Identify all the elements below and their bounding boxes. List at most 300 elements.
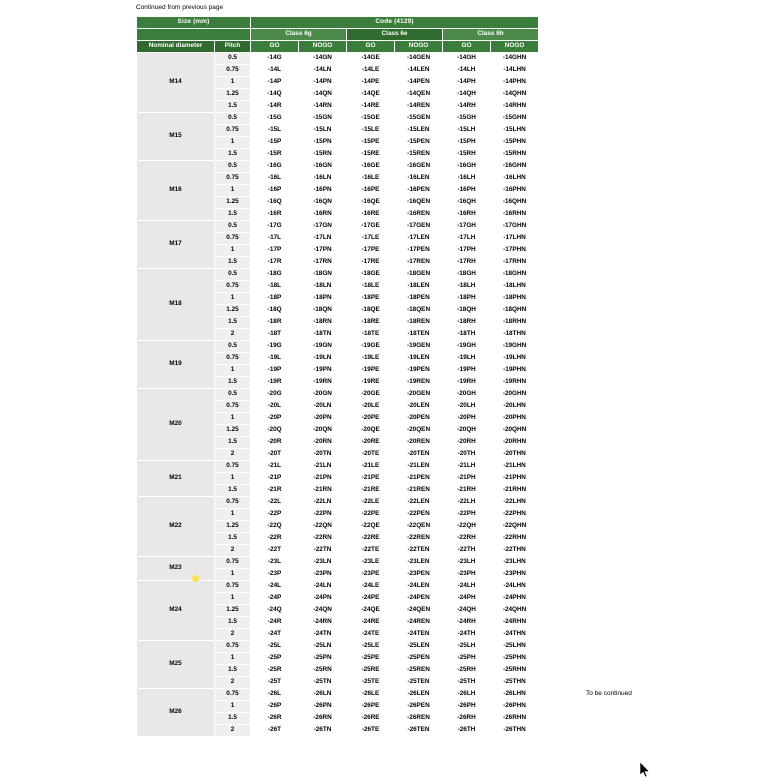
code-cell: -19PEN <box>395 365 443 377</box>
code-cell: -18GEN <box>395 269 443 281</box>
code-cell: -25RHN <box>491 665 539 677</box>
code-cell: -17RE <box>347 257 395 269</box>
code-cell: -18QN <box>299 305 347 317</box>
code-cell: -25PHN <box>491 653 539 665</box>
nominal-diameter-cell: M26 <box>137 689 215 737</box>
code-cell: -23LEN <box>395 557 443 569</box>
code-cell: -24LH <box>443 581 491 593</box>
code-cell: -18T <box>251 329 299 341</box>
code-cell: -16QEN <box>395 197 443 209</box>
code-cell: -16QN <box>299 197 347 209</box>
to-be-continued-note: To be continued <box>586 690 632 697</box>
code-cell: -24RH <box>443 617 491 629</box>
code-cell: -14LHN <box>491 65 539 77</box>
code-cell: -25R <box>251 665 299 677</box>
table-row <box>137 689 539 701</box>
code-cell: -24TH <box>443 629 491 641</box>
code-cell: -26TE <box>347 725 395 737</box>
highlight-marker-dot <box>192 575 199 582</box>
header-class-6g: Class 6g <box>251 29 347 41</box>
code-cell: -18R <box>251 317 299 329</box>
pitch-cell: 0.75 <box>215 461 251 473</box>
code-cell: -16GN <box>299 161 347 173</box>
code-cell: -20L <box>251 401 299 413</box>
header-pitch: Pitch <box>215 41 251 53</box>
pitch-cell: 0.75 <box>215 233 251 245</box>
code-cell: -16RN <box>299 209 347 221</box>
code-cell: -19GHN <box>491 341 539 353</box>
code-cell: -14QHN <box>491 89 539 101</box>
code-cell: -21RHN <box>491 485 539 497</box>
nominal-diameter-cell: M22 <box>137 497 215 557</box>
code-cell: -26REN <box>395 713 443 725</box>
code-cell: -14QEN <box>395 89 443 101</box>
code-cell: -20PN <box>299 413 347 425</box>
code-cell: -17PE <box>347 245 395 257</box>
header-6h-go: GO <box>443 41 491 53</box>
code-cell: -20P <box>251 413 299 425</box>
code-cell: -24RE <box>347 617 395 629</box>
code-cell: -17LH <box>443 233 491 245</box>
code-cell: -20GE <box>347 389 395 401</box>
code-cell: -15LEN <box>395 125 443 137</box>
pitch-cell: 1 <box>215 185 251 197</box>
code-cell: -18G <box>251 269 299 281</box>
code-cell: -19LE <box>347 353 395 365</box>
code-cell: -19GE <box>347 341 395 353</box>
code-cell: -22LEN <box>395 497 443 509</box>
code-cell: -19REN <box>395 377 443 389</box>
code-cell: -14P <box>251 77 299 89</box>
code-cell: -22PEN <box>395 509 443 521</box>
header-size-group: Size (mm) <box>137 17 251 29</box>
code-cell: -14R <box>251 101 299 113</box>
code-cell: -17RH <box>443 257 491 269</box>
code-cell: -20THN <box>491 449 539 461</box>
code-cell: -16PN <box>299 185 347 197</box>
code-cell: -18GN <box>299 269 347 281</box>
code-cell: -19P <box>251 365 299 377</box>
code-cell: -19LN <box>299 353 347 365</box>
code-cell: -14G <box>251 53 299 65</box>
code-cell: -22L <box>251 497 299 509</box>
pitch-cell: 1 <box>215 137 251 149</box>
pitch-cell: 1 <box>215 473 251 485</box>
code-cell: -22TEN <box>395 545 443 557</box>
code-cell: -16GE <box>347 161 395 173</box>
code-cell: -14RH <box>443 101 491 113</box>
code-cell: -21PN <box>299 473 347 485</box>
code-cell: -16GEN <box>395 161 443 173</box>
code-cell: -21LN <box>299 461 347 473</box>
pitch-cell: 1.25 <box>215 89 251 101</box>
code-cell: -14PE <box>347 77 395 89</box>
header-code-group: Code (4129) <box>251 17 539 29</box>
code-cell: -18GH <box>443 269 491 281</box>
pitch-cell: 2 <box>215 545 251 557</box>
code-cell: -22PHN <box>491 509 539 521</box>
code-cell: -17P <box>251 245 299 257</box>
code-cell: -26THN <box>491 725 539 737</box>
code-cell: -23PH <box>443 569 491 581</box>
code-cell: -15RH <box>443 149 491 161</box>
code-cell: -15PN <box>299 137 347 149</box>
code-cell: -26R <box>251 713 299 725</box>
code-cell: -18PHN <box>491 293 539 305</box>
code-cell: -15LH <box>443 125 491 137</box>
code-cell: -18P <box>251 293 299 305</box>
pitch-cell: 1.5 <box>215 533 251 545</box>
code-cell: -20REN <box>395 437 443 449</box>
pitch-cell: 1 <box>215 413 251 425</box>
pitch-cell: 0.75 <box>215 353 251 365</box>
code-cell: -21LE <box>347 461 395 473</box>
code-cell: -16RE <box>347 209 395 221</box>
code-cell: -20PEN <box>395 413 443 425</box>
code-cell: -17PEN <box>395 245 443 257</box>
code-cell: -21RE <box>347 485 395 497</box>
code-cell: -14LE <box>347 65 395 77</box>
code-cell: -26T <box>251 725 299 737</box>
nominal-diameter-cell: M25 <box>137 641 215 689</box>
code-cell: -17REN <box>395 257 443 269</box>
code-cell: -23LN <box>299 557 347 569</box>
code-cell: -18PEN <box>395 293 443 305</box>
code-cell: -23PE <box>347 569 395 581</box>
code-cell: -22PH <box>443 509 491 521</box>
table-row <box>137 389 539 401</box>
code-cell: -22PN <box>299 509 347 521</box>
table-row <box>137 221 539 233</box>
pitch-cell: 0.5 <box>215 113 251 125</box>
code-cell: -24L <box>251 581 299 593</box>
code-cell: -22TN <box>299 545 347 557</box>
code-cell: -24PN <box>299 593 347 605</box>
code-cell: -20GH <box>443 389 491 401</box>
code-cell: -18QHN <box>491 305 539 317</box>
code-cell: -22TE <box>347 545 395 557</box>
code-cell: -22RE <box>347 533 395 545</box>
code-cell: -17PH <box>443 245 491 257</box>
code-cell: -20T <box>251 449 299 461</box>
code-cell: -17LE <box>347 233 395 245</box>
code-cell: -20LN <box>299 401 347 413</box>
code-cell: -25T <box>251 677 299 689</box>
code-cell: -24T <box>251 629 299 641</box>
header-row-groups <box>137 17 539 29</box>
code-cell: -15L <box>251 125 299 137</box>
code-cell: -23LHN <box>491 557 539 569</box>
code-cell: -18THN <box>491 329 539 341</box>
code-cell: -18GE <box>347 269 395 281</box>
pitch-cell: 1 <box>215 701 251 713</box>
code-cell: -16R <box>251 209 299 221</box>
code-cell: -16GHN <box>491 161 539 173</box>
code-cell: -25LE <box>347 641 395 653</box>
table-header <box>137 17 539 53</box>
header-size-spacer <box>137 29 251 41</box>
code-cell: -25REN <box>395 665 443 677</box>
code-cell: -26LN <box>299 689 347 701</box>
code-cell: -14GE <box>347 53 395 65</box>
code-cell: -20LHN <box>491 401 539 413</box>
code-cell: -15LE <box>347 125 395 137</box>
code-cell: -25PE <box>347 653 395 665</box>
code-cell: -16LN <box>299 173 347 185</box>
mouse-cursor <box>640 762 650 778</box>
header-nominal-diameter: Nominal diameter <box>137 41 215 53</box>
code-cell: -18TH <box>443 329 491 341</box>
code-cell: -25RE <box>347 665 395 677</box>
code-cell: -14Q <box>251 89 299 101</box>
code-cell: -21LEN <box>395 461 443 473</box>
code-cell: -24TN <box>299 629 347 641</box>
pitch-cell: 0.5 <box>215 389 251 401</box>
code-cell: -19G <box>251 341 299 353</box>
code-cell: -26RN <box>299 713 347 725</box>
code-cell: -16LH <box>443 173 491 185</box>
code-cell: -17G <box>251 221 299 233</box>
code-cell: -18QE <box>347 305 395 317</box>
code-cell: -24Q <box>251 605 299 617</box>
code-cell: -15RE <box>347 149 395 161</box>
table-row <box>137 581 539 593</box>
code-cell: -20Q <box>251 425 299 437</box>
code-cell: -18GHN <box>491 269 539 281</box>
code-cell: -24LEN <box>395 581 443 593</box>
code-cell: -14REN <box>395 101 443 113</box>
code-cell: -19L <box>251 353 299 365</box>
code-cell: -16P <box>251 185 299 197</box>
pitch-cell: 1.5 <box>215 101 251 113</box>
code-cell: -15LN <box>299 125 347 137</box>
code-cell: -15PEN <box>395 137 443 149</box>
pitch-cell: 1.5 <box>215 209 251 221</box>
code-cell: -15P <box>251 137 299 149</box>
code-cell: -16QE <box>347 197 395 209</box>
pitch-cell: 1 <box>215 77 251 89</box>
pitch-cell: 1.5 <box>215 257 251 269</box>
nominal-diameter-cell: M23 <box>137 557 215 581</box>
pitch-cell: 1 <box>215 365 251 377</box>
code-cell: -14PN <box>299 77 347 89</box>
code-cell: -24TE <box>347 629 395 641</box>
nominal-diameter-cell: M21 <box>137 461 215 497</box>
code-cell: -19PE <box>347 365 395 377</box>
code-cell: -15G <box>251 113 299 125</box>
code-cell: -20GHN <box>491 389 539 401</box>
pitch-cell: 0.75 <box>215 173 251 185</box>
code-cell: -25RH <box>443 665 491 677</box>
table-row <box>137 53 539 65</box>
code-cell: -21P <box>251 473 299 485</box>
pitch-cell: 1 <box>215 593 251 605</box>
table-row <box>137 641 539 653</box>
code-cell: -24RN <box>299 617 347 629</box>
code-cell: -24P <box>251 593 299 605</box>
pitch-cell: 1.5 <box>215 485 251 497</box>
code-cell: -26L <box>251 689 299 701</box>
pitch-cell: 0.5 <box>215 269 251 281</box>
code-cell: -20TN <box>299 449 347 461</box>
code-cell: -14LEN <box>395 65 443 77</box>
code-cell: -20LH <box>443 401 491 413</box>
pitch-cell: 1.5 <box>215 317 251 329</box>
code-cell: -23LH <box>443 557 491 569</box>
header-row-classes <box>137 29 539 41</box>
code-cell: -22THN <box>491 545 539 557</box>
code-cell: -20R <box>251 437 299 449</box>
pitch-cell: 2 <box>215 449 251 461</box>
code-cell: -14RE <box>347 101 395 113</box>
code-cell: -19LHN <box>491 353 539 365</box>
nominal-diameter-cell: M16 <box>137 161 215 221</box>
code-cell: -16PHN <box>491 185 539 197</box>
code-cell: -14GN <box>299 53 347 65</box>
code-cell: -19RN <box>299 377 347 389</box>
code-cell: -26PH <box>443 701 491 713</box>
code-cell: -17LEN <box>395 233 443 245</box>
code-cell: -26PHN <box>491 701 539 713</box>
code-cell: -17LHN <box>491 233 539 245</box>
code-cell: -24PE <box>347 593 395 605</box>
code-cell: -25TH <box>443 677 491 689</box>
code-cell: -18PN <box>299 293 347 305</box>
code-cell: -26TEN <box>395 725 443 737</box>
code-cell: -21PH <box>443 473 491 485</box>
code-cell: -24THN <box>491 629 539 641</box>
code-cell: -15GHN <box>491 113 539 125</box>
code-cell: -21LH <box>443 461 491 473</box>
code-cell: -18LH <box>443 281 491 293</box>
code-cell: -17PHN <box>491 245 539 257</box>
code-cell: -22P <box>251 509 299 521</box>
header-row-columns <box>137 41 539 53</box>
code-cell: -14GH <box>443 53 491 65</box>
code-cell: -18REN <box>395 317 443 329</box>
code-cell: -21PEN <box>395 473 443 485</box>
code-cell: -24REN <box>395 617 443 629</box>
code-cell: -25P <box>251 653 299 665</box>
code-cell: -18TN <box>299 329 347 341</box>
code-cell: -18LHN <box>491 281 539 293</box>
code-cell: -23PHN <box>491 569 539 581</box>
header-6g-go: GO <box>251 41 299 53</box>
code-cell: -18RE <box>347 317 395 329</box>
code-cell: -21LHN <box>491 461 539 473</box>
pitch-cell: 0.75 <box>215 125 251 137</box>
code-cell: -25LEN <box>395 641 443 653</box>
code-cell: -23L <box>251 557 299 569</box>
code-cell: -22T <box>251 545 299 557</box>
code-cell: -20LE <box>347 401 395 413</box>
code-cell: -20PHN <box>491 413 539 425</box>
pitch-cell: 0.5 <box>215 221 251 233</box>
code-cell: -15LHN <box>491 125 539 137</box>
code-cell: -18LE <box>347 281 395 293</box>
code-cell: -14LH <box>443 65 491 77</box>
code-cell: -15GE <box>347 113 395 125</box>
continued-from-previous-page-note: Continued from previous page <box>136 4 224 11</box>
header-6g-nogo: NOGO <box>299 41 347 53</box>
code-cell: -24PH <box>443 593 491 605</box>
code-cell: -19RH <box>443 377 491 389</box>
code-cell: -26PEN <box>395 701 443 713</box>
code-cell: -14GHN <box>491 53 539 65</box>
code-cell: -20PH <box>443 413 491 425</box>
pitch-cell: 2 <box>215 677 251 689</box>
pitch-cell: 0.75 <box>215 401 251 413</box>
pitch-cell: 0.75 <box>215 65 251 77</box>
code-cell: -18TE <box>347 329 395 341</box>
code-cell: -24R <box>251 617 299 629</box>
code-cell: -26LH <box>443 689 491 701</box>
nominal-diameter-cell: M17 <box>137 221 215 269</box>
code-cell: -25LN <box>299 641 347 653</box>
code-cell: -20TEN <box>395 449 443 461</box>
code-cell: -19R <box>251 377 299 389</box>
pitch-cell: 1.25 <box>215 521 251 533</box>
code-cell: -25THN <box>491 677 539 689</box>
code-cell: -18PH <box>443 293 491 305</box>
code-cell: -16L <box>251 173 299 185</box>
pitch-cell: 0.75 <box>215 641 251 653</box>
code-cell: -26PN <box>299 701 347 713</box>
pitch-cell: 2 <box>215 329 251 341</box>
code-cell: -18RN <box>299 317 347 329</box>
pitch-cell: 0.75 <box>215 281 251 293</box>
code-cell: -20RN <box>299 437 347 449</box>
code-cell: -14GEN <box>395 53 443 65</box>
pitch-cell: 1 <box>215 653 251 665</box>
code-cell: -15RN <box>299 149 347 161</box>
code-cell: -19PHN <box>491 365 539 377</box>
pitch-cell: 1.5 <box>215 437 251 449</box>
pitch-cell: 1 <box>215 245 251 257</box>
code-cell: -26RH <box>443 713 491 725</box>
code-cell: -14RHN <box>491 101 539 113</box>
code-cell: -17L <box>251 233 299 245</box>
table-row <box>137 161 539 173</box>
pitch-cell: 1.5 <box>215 713 251 725</box>
pitch-cell: 1.5 <box>215 377 251 389</box>
pitch-cell: 0.75 <box>215 497 251 509</box>
code-cell: -25TN <box>299 677 347 689</box>
pitch-cell: 1 <box>215 509 251 521</box>
code-cell: -22QN <box>299 521 347 533</box>
code-cell: -20GN <box>299 389 347 401</box>
code-cell: -17PN <box>299 245 347 257</box>
code-cell: -20QE <box>347 425 395 437</box>
code-cell: -17GHN <box>491 221 539 233</box>
code-cell: -16PE <box>347 185 395 197</box>
code-cell: -26TH <box>443 725 491 737</box>
code-cell: -15PE <box>347 137 395 149</box>
code-cell: -22RHN <box>491 533 539 545</box>
nominal-diameter-cell: M20 <box>137 389 215 461</box>
table-row <box>137 113 539 125</box>
code-cell: -16G <box>251 161 299 173</box>
code-cell: -21R <box>251 485 299 497</box>
code-cell: -15R <box>251 149 299 161</box>
code-cell: -20PE <box>347 413 395 425</box>
code-cell: -23PN <box>299 569 347 581</box>
code-cell: -16QHN <box>491 197 539 209</box>
code-cell: -20QH <box>443 425 491 437</box>
code-cell: -14PHN <box>491 77 539 89</box>
code-cell: -16REN <box>395 209 443 221</box>
code-cell: -19PH <box>443 365 491 377</box>
